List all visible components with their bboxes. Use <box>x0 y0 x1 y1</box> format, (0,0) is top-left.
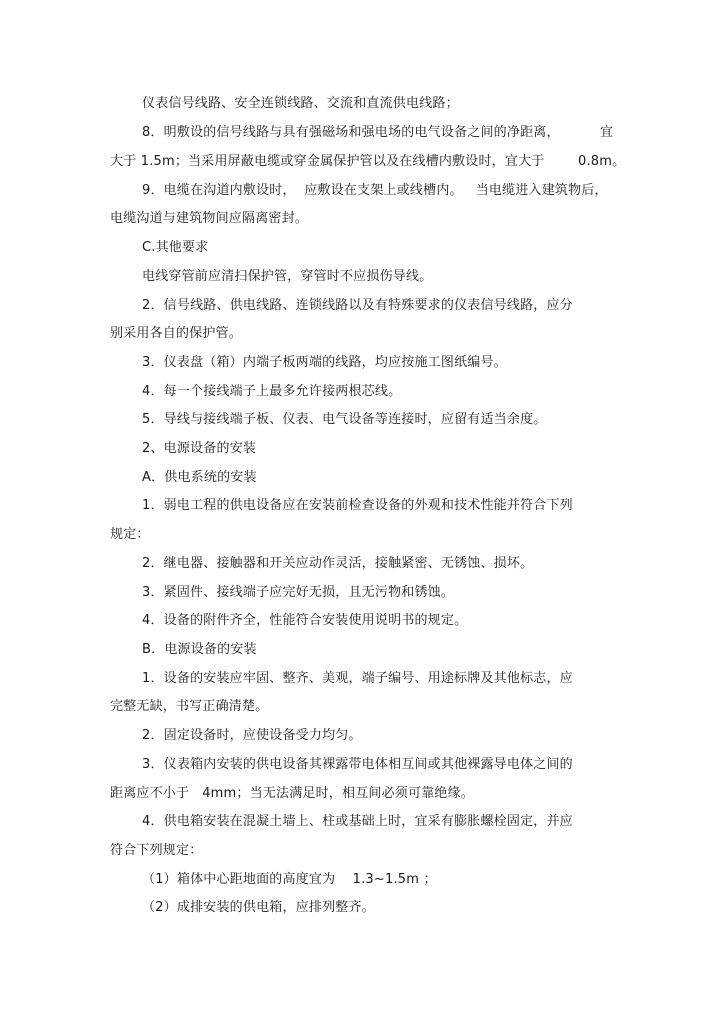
paragraph-line: 8．明敷设的信号线路与具有强磁场和强电场的电气设备之间的净距离， <box>142 125 560 140</box>
paragraph-line: 4．每一个接线端子上最多允许接两根芯线。 <box>142 384 402 399</box>
paragraph-line: 3．仪表盘（箱）内端子板两端的线路，均应按施工图纸编号。 <box>142 355 507 370</box>
paragraph-line: 别采用各自的保护管。 <box>110 326 243 341</box>
paragraph-line: 电缆沟道与建筑物间应隔离密封。 <box>110 211 309 226</box>
paragraph-line: 规定： <box>110 527 150 542</box>
paragraph-line: 2．继电器、接触器和开关应动作灵活，接触紧密、无锈蚀、损坏。 <box>142 556 534 571</box>
paragraph-line: 大于 1.5m；当采用屏蔽电缆或穿金属保护管以及在线槽内敷设时，宜大于 <box>110 154 545 169</box>
paragraph-line: 2．固定设备时，应使设备受力均匀。 <box>142 728 362 743</box>
paragraph-line: 电线穿管前应清扫保护管，穿管时不应损伤导线。 <box>142 269 433 284</box>
paragraph-line: 4．设备的附件齐全，性能符合安装使用说明书的规定。 <box>142 613 468 628</box>
section-heading: B．电源设备的安装 <box>142 642 257 657</box>
paragraph-line: 3．紧固件、接线端子应完好无损，且无污物和锈蚀。 <box>142 585 455 600</box>
paragraph-line: 3．仪表箱内安装的供电设备其裸露带电体相互间或其他裸露导电体之间的 <box>142 757 573 772</box>
list-item: （2）成排安装的供电箱，应排列整齐。 <box>142 900 375 915</box>
paragraph-line: 9．电缆在沟道内敷设时， 应敷设在支架上或线槽内。 当电缆进入建筑物后， <box>142 183 608 198</box>
section-heading: 2、电源设备的安装 <box>142 441 257 456</box>
paragraph-line: 距离应不小于 4mm；当无法满足时，相互间必须可靠绝缘。 <box>110 786 474 801</box>
paragraph-line: 4．供电箱安装在混凝土墙上、柱或基础上时，宜采有膨胀螺栓固定，并应 <box>142 814 573 829</box>
paragraph-line: 1．设备的安装应牢固、整齐、美观，端子编号、用途标牌及其他标志，应 <box>142 671 573 686</box>
list-item: （1）箱体中心距地面的高度宜为 1.3~1.5m ； <box>142 872 437 887</box>
section-heading: A．供电系统的安装 <box>142 470 257 485</box>
paragraph-line: 宜 <box>600 125 614 140</box>
paragraph-line: 5．导线与接线端子板、仪表、电气设备等连接时，应留有适当余度。 <box>142 412 547 427</box>
paragraph-line: 1．弱电工程的供电设备应在安装前检查设备的外观和技术性能并符合下列 <box>142 498 573 513</box>
paragraph-line: 0.8m。 <box>578 154 626 169</box>
paragraph-line: 符合下列规定： <box>110 843 203 858</box>
section-heading: C.其他要求 <box>142 240 209 255</box>
paragraph-line: 仪表信号线路、安全连锁线路、交流和直流供电线路； <box>142 96 459 111</box>
paragraph-line: 完整无缺，书写正确清楚。 <box>110 699 269 714</box>
paragraph-line: 2．信号线路、供电线路、连锁线路以及有特殊要求的仪表信号线路，应分 <box>142 298 573 313</box>
